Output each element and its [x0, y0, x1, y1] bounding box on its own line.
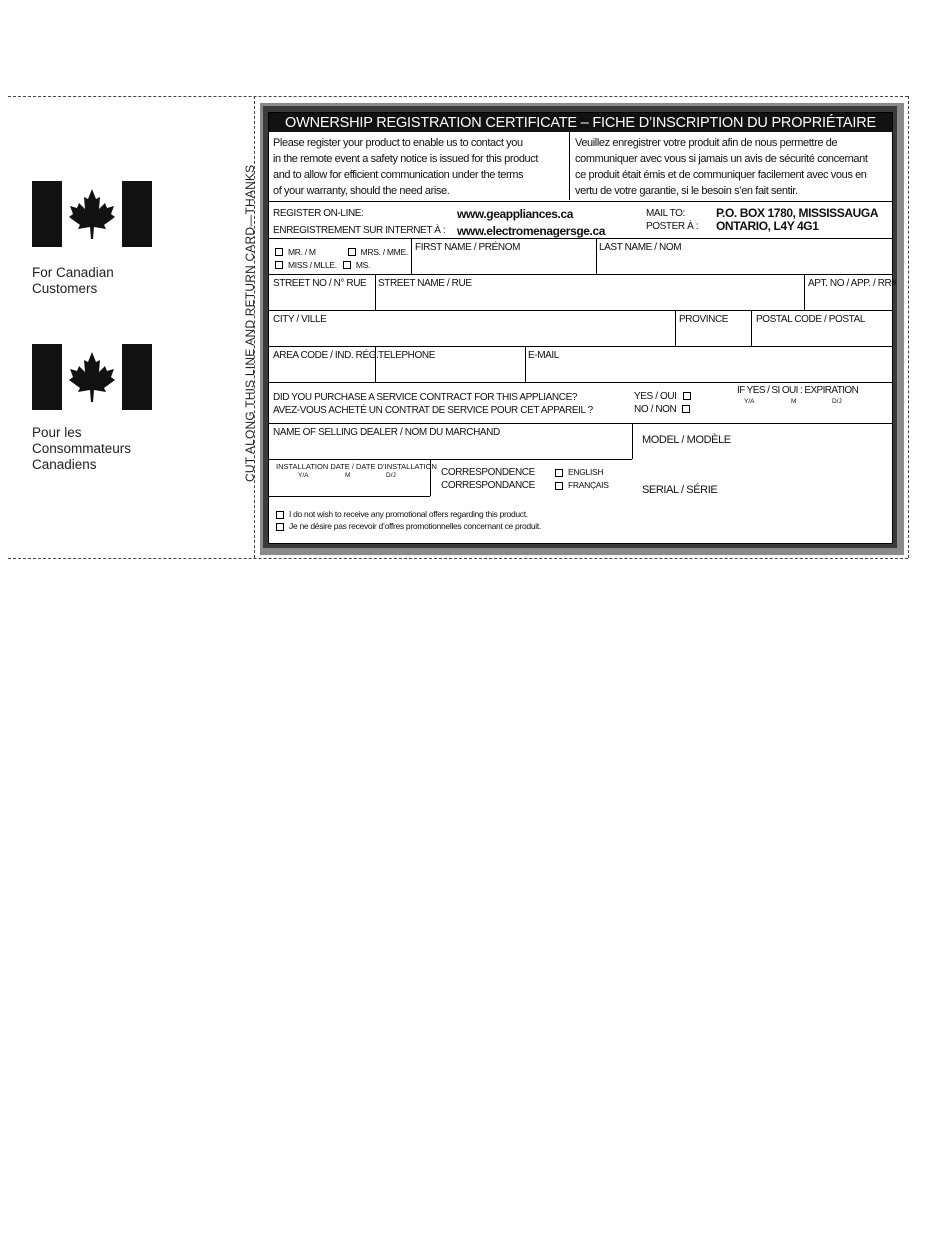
installation-year[interactable]: Y/A [298, 472, 309, 479]
expiration-year[interactable]: Y/A [744, 398, 755, 405]
street-number-field[interactable]: STREET NO / N° RUE [273, 278, 367, 289]
area-code-field[interactable]: AREA CODE / IND. RÉG. [273, 350, 379, 361]
poster-a-label: POSTER À : [646, 221, 699, 232]
english-checkbox[interactable] [555, 469, 563, 477]
ms-checkbox[interactable] [343, 261, 351, 269]
optout-french[interactable]: Je ne désire pas recevoir d’offres promotionnelles concernant ce produit. [276, 521, 541, 531]
installation-date-label: INSTALLATION DATE / DATE D’INSTALLATION [276, 462, 437, 471]
last-name-field[interactable]: LAST NAME / NOM [599, 242, 682, 253]
english-option[interactable]: ENGLISH [555, 467, 603, 477]
mail-address-line2: ONTARIO, L4Y 4G1 [716, 219, 819, 233]
french-option[interactable]: FRANÇAIS [555, 480, 609, 490]
installation-day[interactable]: D/J [386, 472, 396, 479]
register-online-label-fr: ENREGISTREMENT SUR INTERNET À : [273, 225, 446, 236]
service-no-option[interactable]: NO / NON [634, 404, 695, 416]
correspondence-label: CORRESPONDENCE CORRESPONDANCE [441, 467, 535, 491]
expiration-day[interactable]: D/J [832, 398, 842, 405]
city-field[interactable]: CITY / VILLE [273, 314, 327, 325]
service-contract-question: DID YOU PURCHASE A SERVICE CONTRACT FOR THIS APPLIANCE? AVEZ-VOUS ACHETÉ UN CONTRAT DE SERVICE POUR CET APPAREIL ? [273, 392, 593, 416]
french-checkbox[interactable] [555, 482, 563, 490]
optout-english[interactable]: I do not wish to receive any promotional offers regarding this product. [276, 509, 528, 519]
registration-card [268, 112, 897, 544]
cut-line-top [8, 96, 908, 97]
optout-french-checkbox[interactable] [276, 523, 284, 531]
canadian-flag-icon [32, 181, 152, 247]
cut-line-right [908, 96, 909, 558]
province-field[interactable]: PROVINCE [679, 314, 729, 325]
yes-checkbox[interactable] [683, 392, 691, 400]
register-url-fr[interactable]: www.electromenagersge.ca [457, 224, 606, 238]
register-url[interactable]: www.geappliances.ca [457, 207, 574, 221]
model-field[interactable]: MODEL / MODÈLE [642, 434, 731, 446]
selling-dealer-field[interactable]: NAME OF SELLING DEALER / NOM DU MARCHAND [273, 427, 500, 438]
no-checkbox[interactable] [682, 405, 690, 413]
mrs-checkbox[interactable] [348, 248, 356, 256]
service-yes-option[interactable]: YES / OUI [634, 391, 696, 403]
mr-checkbox[interactable] [275, 248, 283, 256]
expiration-month[interactable]: M [791, 398, 797, 405]
cut-line-bottom [8, 558, 908, 559]
intro-french: Veuillez enregistrer votre produit afin de nous permettre de communiquer avec vous si jamais un avis de sécurité concernant ce produit était émis et de communiquer facilement avec vous en vertu de votre garantie, si le besoin s’en fait sentir. [575, 137, 868, 197]
mail-address-line1: P.O. BOX 1780, MISSISSAUGA [716, 206, 879, 220]
miss-checkbox[interactable] [275, 261, 283, 269]
postal-code-field[interactable]: POSTAL CODE / POSTAL [756, 314, 866, 325]
expiration-label: IF YES / SI OUI : EXPIRATION [737, 385, 859, 396]
card-title: OWNERSHIP REGISTRATION CERTIFICATE – FICHE D’INSCRIPTION DU PROPRIÉTAIRE [269, 113, 892, 132]
installation-month[interactable]: M [345, 472, 351, 479]
optout-english-checkbox[interactable] [276, 511, 284, 519]
flag-caption-english: For Canadian Customers [32, 265, 114, 296]
intro-english: Please register your product to enable us to contact you in the remote event a safety notice is issued for this product and to allow for efficient communication under the terms of your warranty, should the need arise. [273, 137, 539, 197]
serial-field[interactable]: SERIAL / SÉRIE [642, 484, 718, 496]
email-field[interactable]: E-MAIL [528, 350, 559, 361]
flag-caption-french: Pour les Consommateurs Canadiens [32, 425, 132, 472]
title-options: MR. / M MRS. / MME. MISS / MLLE. MS. [275, 245, 408, 271]
apartment-field[interactable]: APT. NO / APP. / RR# [808, 278, 897, 289]
register-online-label: REGISTER ON-LINE: [273, 208, 364, 219]
telephone-field[interactable]: TELEPHONE [378, 350, 435, 361]
canadian-flag-icon [32, 344, 152, 410]
street-name-field[interactable]: STREET NAME / RUE [378, 278, 472, 289]
mail-to-label: MAIL TO: [646, 208, 685, 219]
cut-instruction: CUT ALONG THIS LINE AND RETURN CARD—THANKS [243, 164, 257, 482]
first-name-field[interactable]: FIRST NAME / PRÉNOM [415, 242, 521, 253]
